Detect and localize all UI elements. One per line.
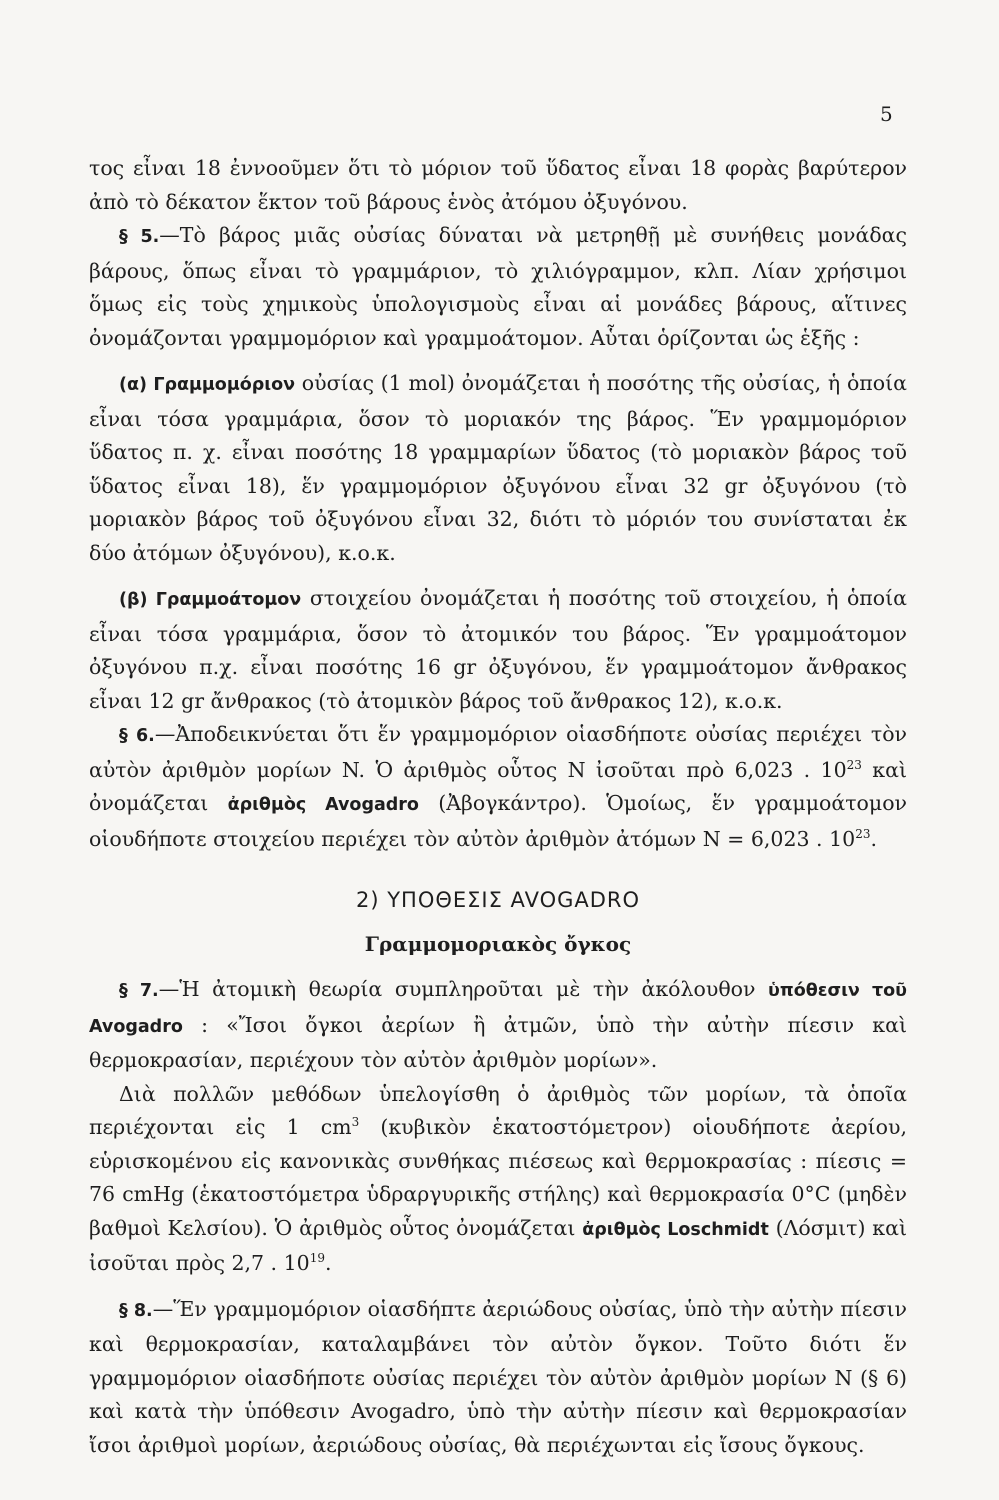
paragraph-text: : «Ἴσοι ὄγκοι ἀερίων ἢ ἀτμῶν, ὑπὸ τὴν αὐτὴν πίεσιν καὶ θερμοκρασίαν, περιέχουν τὸν αὐτὸν ἀριθμὸν μορίων». [89, 1012, 907, 1072]
paragraph-section-6 [89, 718, 907, 856]
paragraph-continuation: τος εἶναι 18 ἐννοοῦμεν ὅτι τὸ μόριον τοῦ ὕδατος εἶναι 18 φορὰς βαρύτερον ἀπὸ τὸ δέκατον ἕκτον τοῦ βάρους ἑνὸς ἀτόμου ὀξυγόνου. [89, 156, 907, 214]
section-heading: 2) ΥΠΟΘΕΣΙΣ AVOGADRO [355, 888, 641, 912]
bold-term: ὑπόθεσιν τοῦ Avogadro [89, 981, 907, 1037]
paragraph-section-5 [89, 219, 907, 355]
paragraph-text: —Ἡ ἀτομικὴ θεωρία συμπληροῦται μὲ τὴν ἀκόλουθον [158, 977, 769, 1001]
definition-text: οὐσίας (1 mol) ὀνομάζεται ἡ ποσότης τῆς οὐσίας, ἡ ὁποία εἶναι τόσα γραμμάρια, ὅσον τὸ μοριακόν της βάρος. Ἕν γραμμομόριον ὕδατος π. χ. εἶναι ποσότης 18 γραμμαρίων ὕδατος (τὸ μοριακὸν βάρος τοῦ ὕδατος εἶναι 18), ἕν γραμμομόριον ὀξυγόνου εἶναι 32 gr ὀξυγόνου (τὸ μοριακὸν βάρος τοῦ ὀξυγόνου εἶναι 32, διότι τὸ μόριόν του συνίσταται ἐκ δύο ἀτόμων ὀξυγόνου), κ.ο.κ. [89, 371, 907, 565]
bold-term: ἀριθμὸς Loschmidt [582, 1219, 769, 1240]
section-number: § 6. [119, 726, 155, 746]
definition-label: (α) Γραμμομόριον [119, 375, 296, 395]
definition-gram-atom [89, 582, 907, 718]
section-number: § 8. [119, 1300, 153, 1321]
paragraph-text: . [870, 826, 877, 851]
paragraph-text: (Ἀβογκάντρο). Ὁμοίως, ἕν γραμμοάτομον οἱουδήποτε στοιχείου περιέχει τὸν αὐτὸν ἀριθμὸν ἀτόμων N = 6,023 . 10 [89, 791, 908, 851]
paragraph-loschmidt [89, 1078, 907, 1281]
paragraph-text: (κυβικὸν ἑκατοστόμετρον) οἱουδήποτε ἀερίου, εὑρισκομένου εἰς κανονικὰς συνθήκας πιέσεως καὶ θερμοκρασίας : πίεσις = 76 cmHg (ἑκατοστόμετρα ὑδραργυρικῆς στήλης) καὶ θερμοκρασία 0°C (μηδὲν βαθμοὶ Κελσίου). Ὁ ἀριθμὸς οὗτος ὀνομάζεται [89, 1115, 907, 1240]
paragraph-text: καὶ ὀνομάζεται [89, 757, 907, 815]
paragraph-text: Διὰ πολλῶν μεθόδων ὑπελογίσθη ὁ ἀριθμὸς τῶν μορίων, τὰ ὁποῖα περιέχονται εἰς 1 cm [89, 1081, 907, 1139]
section-number: § 7. [119, 981, 159, 1001]
paragraph-text: —Ἀποδεικνύεται ὅτι ἕν γραμμομόριον οἱασδήποτε οὐσίας περιέχει τὸν αὐτὸν ἀριθμὸν μορίων N. Ὁ ἀριθμὸς οὗτος N ἰσοῦται πρὸ 6,023 . 10 [89, 722, 908, 782]
exponent: 23 [846, 757, 862, 772]
paragraph-text: —Τὸ βάρος μιᾶς οὐσίας δύναται νὰ μετρηθῇ μὲ συνήθεις μονάδας βάρους, ὅπως εἶναι τὸ γραμμάριον, τὸ χιλιόγραμμον, κλπ. Λίαν χρήσιμοι ὅμως εἰς τοὺς χημικοὺς ὑπολογισμοὺς εἶναι αἱ μονάδες βάρους, αἵτινες ὀνομάζονται γραμμομόριον καὶ γραμμοάτομον. Αὗται ὁρίζονται ὡς ἑξῆς : [89, 223, 907, 350]
paragraph-text: —Ἕν γραμμομόριον οἱασδήπτε ἀεριώδους οὐσίας, ὑπὸ τὴν αὐτὴν πίεσιν καὶ θερμοκρασίαν, καταλαμβάνει τὸν αὐτὸν ὄγκον. Τοῦτο διότι ἕν γραμμομόριον οἱασδήποτε οὐσίας περιέχει τὸν αὐτὸν ἀριθμὸν μορίων N (§ 6) καὶ κατὰ τὴν ὑπόθεσιν Avogadro, ὑπὸ τὴν αὐτὴν πίεσιν καὶ θερμοκρασίαν ἴσοι ἀριθμοὶ μορίων, ἀεριώδους οὐσίας, θὰ περιέχωνται εἰς ἴσους ὄγκους. [89, 1296, 907, 1457]
paragraph-text: (Λόσμιτ) καὶ ἰσοῦται πρὸς 2,7 . 10 [89, 1215, 907, 1275]
definition-gram-molecule [89, 367, 907, 570]
bold-term: ἀριθμὸς Avogadro [227, 795, 419, 815]
body-text [89, 152, 907, 1462]
subsection-heading: Γραμμομοριακὸς ὄγκος [364, 931, 632, 956]
paragraph-section-8 [89, 1293, 907, 1463]
exponent: 3 [351, 1115, 360, 1130]
page-number: 5 [880, 102, 893, 126]
exponent: 19 [309, 1251, 325, 1266]
paragraph-text: . [324, 1251, 332, 1275]
exponent: 23 [855, 826, 871, 841]
section-number: § 5. [119, 227, 160, 247]
definition-text: στοιχείου ὀνομάζεται ἡ ποσότης τοῦ στοιχείου, ἡ ὁποία εἶναι τόσα γραμμάρια, ὅσον τὸ ἀτομικόν του βάρος. Ἕν γραμμοάτομον ὀξυγόνου π.χ. εἶναι ποσότης 16 gr ὀξυγόνου, ἕν γραμμοάτομον ἄνθρακος εἶναι 12 gr ἄνθρακος (τὸ ἀτομικὸν βάρος τοῦ ἄνθρακος 12), κ.ο.κ. [89, 586, 907, 713]
paragraph-section-7 [89, 973, 907, 1078]
definition-label: (β) Γραμμοάτομον [119, 590, 302, 610]
